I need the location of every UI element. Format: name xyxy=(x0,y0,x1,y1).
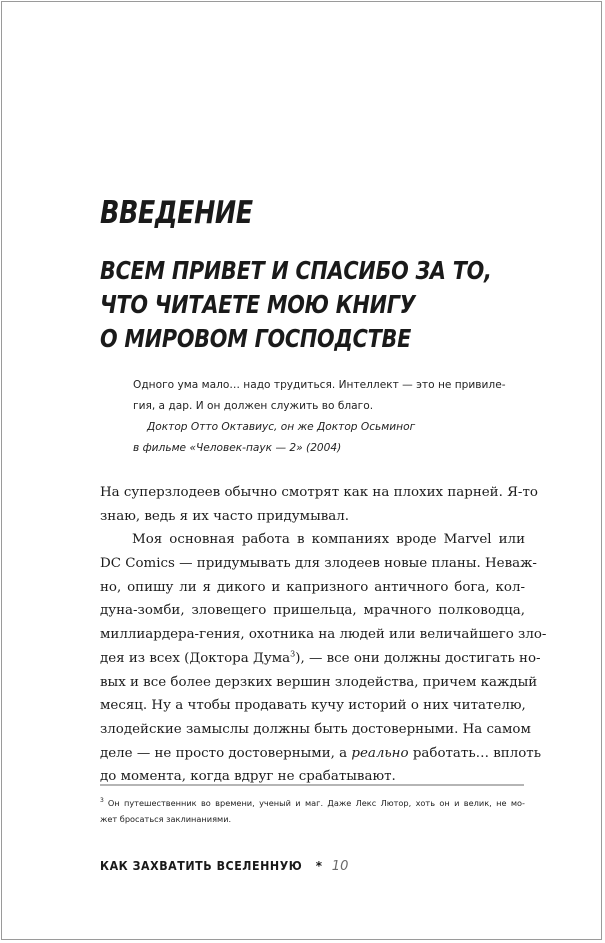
running-footer xyxy=(100,857,348,876)
subtitle-line: ВСЕМ ПРИВЕТ И СПАСИБО ЗА ТО, xyxy=(100,256,492,285)
subtitle-line: О МИРОВОМ ГОСПОДСТВЕ xyxy=(100,324,412,353)
paragraph-line: миллиардера-гения, охотника на людей или величайшего зло- xyxy=(100,627,547,643)
footnote-line xyxy=(100,796,525,812)
book-title: КАК ЗАХВАТИТЬ ВСЕЛЕННУЮ xyxy=(100,859,303,873)
paragraph-line xyxy=(100,647,541,671)
epigraph-quote-line: Одного ума мало… надо трудиться. Интеллект — это не привиле- xyxy=(133,379,506,391)
chapter-title: ВВЕДЕНИЕ xyxy=(100,195,253,231)
paragraph-line: На суперзлодеев обычно смотрят как на плохих парней. Я-то xyxy=(100,485,538,500)
paragraph-line: Моя основная работа в компаниях вроде Marvel или xyxy=(132,532,525,548)
paragraph-line: но, опишу ли я дикого и капризного античного бога, кол- xyxy=(100,579,525,595)
subtitle-line: ЧТО ЧИТАЕТЕ МОЮ КНИГУ xyxy=(100,290,416,319)
epigraph xyxy=(133,375,533,459)
epigraph-quote-line: гия, а дар. И он должен служить во благо. xyxy=(133,400,374,412)
paragraph-line: знаю, ведь я их часто придумывал. xyxy=(100,508,350,524)
page-number: 10 xyxy=(331,859,349,874)
paragraph-line: дуна-зомби, зловещего пришельца, мрачного полководца, xyxy=(100,603,525,619)
body-text xyxy=(100,481,547,789)
epigraph-attribution: Доктор Отто Октавиус, он же Доктор Осьминог xyxy=(147,421,416,433)
chapter-subtitle xyxy=(100,254,492,356)
line-text: дея из всех (Доктора Дума xyxy=(100,650,291,666)
footnote-reference[interactable]: 3 xyxy=(290,649,296,659)
paragraph-line: месяц. Ну а чтобы продавать кучу историй о них читателю, xyxy=(100,698,526,714)
footnote-line: жет бросаться заклинаниями. xyxy=(100,813,232,824)
footnote-number: 3 xyxy=(100,797,104,805)
footer-separator: * xyxy=(315,859,322,873)
footnote xyxy=(100,796,525,827)
emphasis-text: реально xyxy=(351,745,409,761)
line-text: деле — не просто достоверными, а xyxy=(100,745,352,761)
epigraph-attribution: в фильме «Человек-паук — 2» (2004) xyxy=(133,442,342,454)
footnote-divider xyxy=(100,784,524,786)
paragraph-line: вых и все более дерзких вершин злодейства, причем каждый xyxy=(100,674,538,690)
line-text: работать… вплоть xyxy=(408,745,541,761)
paragraph-line xyxy=(100,742,541,766)
footnote-text: Он путешественник во времени, ученый и маг. Даже Лекс Лютор, хоть он и велик, не мо- xyxy=(107,798,525,808)
line-text: ), — все они должны достигать но- xyxy=(295,650,541,666)
paragraph-line: до момента, когда вдруг не срабатывают. xyxy=(100,769,396,785)
paragraph-line: DC Comics — придумывать для злодеев новые планы. Неваж- xyxy=(100,556,537,572)
paragraph-line: злодейские замыслы должны быть достоверными. На самом xyxy=(100,721,531,737)
